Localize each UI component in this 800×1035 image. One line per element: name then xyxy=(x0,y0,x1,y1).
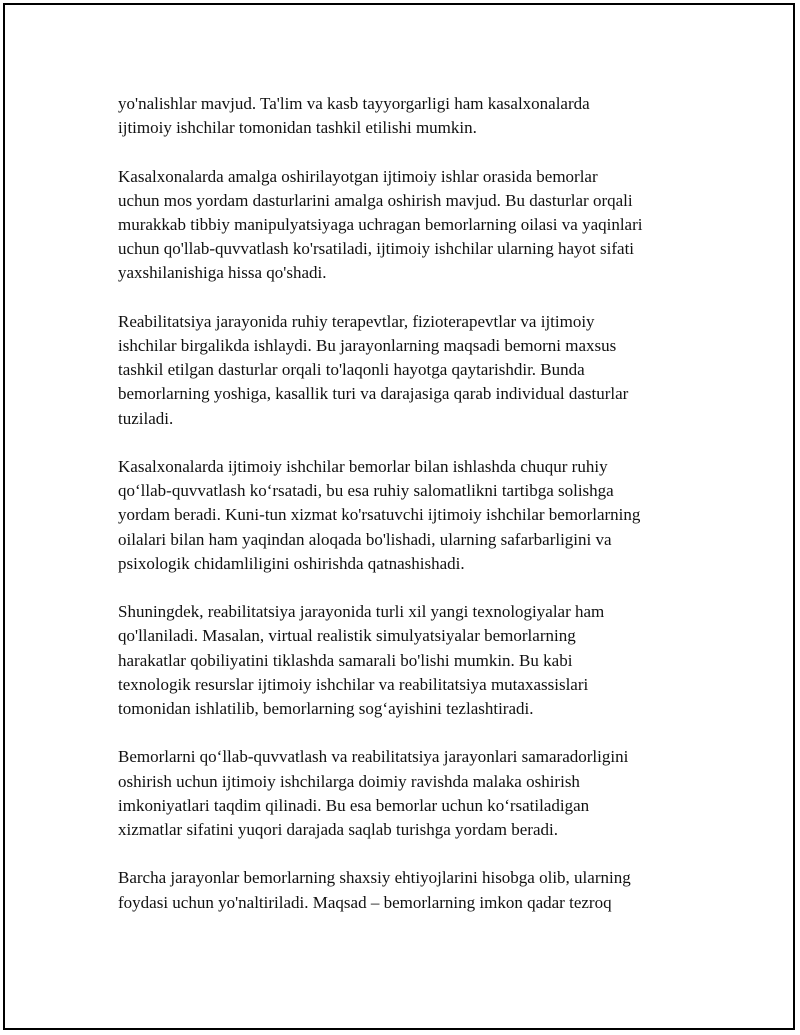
paragraph xyxy=(118,866,698,914)
paragraph xyxy=(118,455,698,576)
paragraph-line: qo‘llab-quvvatlash ko‘rsatadi, bu esa ruhiy salomatlikni tartibga solishga xyxy=(118,481,614,501)
paragraph-line: Kasalxonalarda amalga oshirilayotgan ijtimoiy ishlar orasida bemorlar xyxy=(118,166,598,186)
paragraph xyxy=(118,165,698,286)
paragraph-line: ishchilar birgalikda ishlaydi. Bu jarayonlarning maqsadi bemorni maxsus xyxy=(118,336,617,355)
paragraph-line: oshirish uchun ijtimoiy ishchilarga doimiy ravishda malaka oshirish xyxy=(118,771,580,791)
paragraph-line: uchun mos yordam dasturlarini amalga oshirish mavjud. Bu dasturlar orqali xyxy=(118,190,633,210)
document-body xyxy=(118,92,698,939)
paragraph xyxy=(118,600,698,721)
paragraph-line: foydasi uchun yo'naltiriladi. Maqsad – bemorlarning imkon qadar tezroq xyxy=(118,892,612,912)
paragraph-line: xizmatlar sifatini yuqori darajada saqlab turishga yordam beradi. xyxy=(118,820,558,840)
paragraph-line: tuziladi. xyxy=(118,408,174,428)
paragraph-line: texnologik resurslar ijtimoiy ishchilar va reabilitatsiya mutaxassislari xyxy=(118,674,589,694)
paragraph-line: bemorlarning yoshiga, kasallik turi va darajasiga qarab individual dasturlar xyxy=(118,384,629,404)
paragraph-line: ijtimoiy ishchilar tomonidan tashkil etilishi mumkin. xyxy=(118,118,477,138)
paragraph-line: oilalari bilan ham yaqindan aloqada bo'lishadi, ularning safarbarligini va xyxy=(118,529,612,549)
paragraph-line: yordam beradi. Kuni-tun xizmat ko'rsatuvchi ijtimoiy ishchilar bemorlarning xyxy=(118,505,641,525)
paragraph xyxy=(118,310,698,431)
paragraph-line: murakkab tibbiy manipulyatsiyaga uchragan bemorlarning oilasi va yaqinlari xyxy=(118,215,643,234)
paragraph-line: yo'nalishlar mavjud. Ta'lim va kasb tayyorgarligi ham kasalxonalarda xyxy=(118,94,590,113)
paragraph-line: Bemorlarni qo‘llab-quvvatlash va reabilitatsiya jarayonlari samaradorligini xyxy=(118,747,629,767)
paragraph-line: yaxshilanishiga hissa qo'shadi. xyxy=(118,263,327,283)
paragraph-line: Reabilitatsiya jarayonida ruhiy terapevtlar, fizioterapevtlar va ijtimoiy xyxy=(118,311,595,331)
paragraph-line: uchun qo'llab-quvvatlash ko'rsatiladi, ijtimoiy ishchilar ularning hayot sifati xyxy=(118,239,635,259)
paragraph-line: tashkil etilgan dasturlar orqali to'laqonli hayotga qaytarishdir. Bunda xyxy=(118,360,585,380)
paragraph-line: qo'llaniladi. Masalan, virtual realistik simulyatsiyalar bemorlarning xyxy=(118,626,576,646)
paragraph-line: psixologik chidamliligini oshirishda qatnashishadi. xyxy=(118,553,465,573)
paragraph-line: imkoniyatlari taqdim qilinadi. Bu esa bemorlar uchun ko‘rsatiladigan xyxy=(118,795,590,815)
paragraph xyxy=(118,92,698,140)
paragraph-line: Barcha jarayonlar bemorlarning shaxsiy ehtiyojlarini hisobga olib, ularning xyxy=(118,868,631,888)
paragraph-line: harakatlar qobiliyatini tiklashda samarali bo'lishi mumkin. Bu kabi xyxy=(118,650,573,670)
paragraph-line: Kasalxonalarda ijtimoiy ishchilar bemorlar bilan ishlashda chuqur ruhiy xyxy=(118,457,608,476)
paragraph xyxy=(118,745,698,842)
paragraph-line: tomonidan ishlatilib, bemorlarning sog‘ayishini tezlashtiradi. xyxy=(118,699,534,719)
paragraph-line: Shuningdek, reabilitatsiya jarayonida turli xil yangi texnologiyalar ham xyxy=(118,602,605,622)
